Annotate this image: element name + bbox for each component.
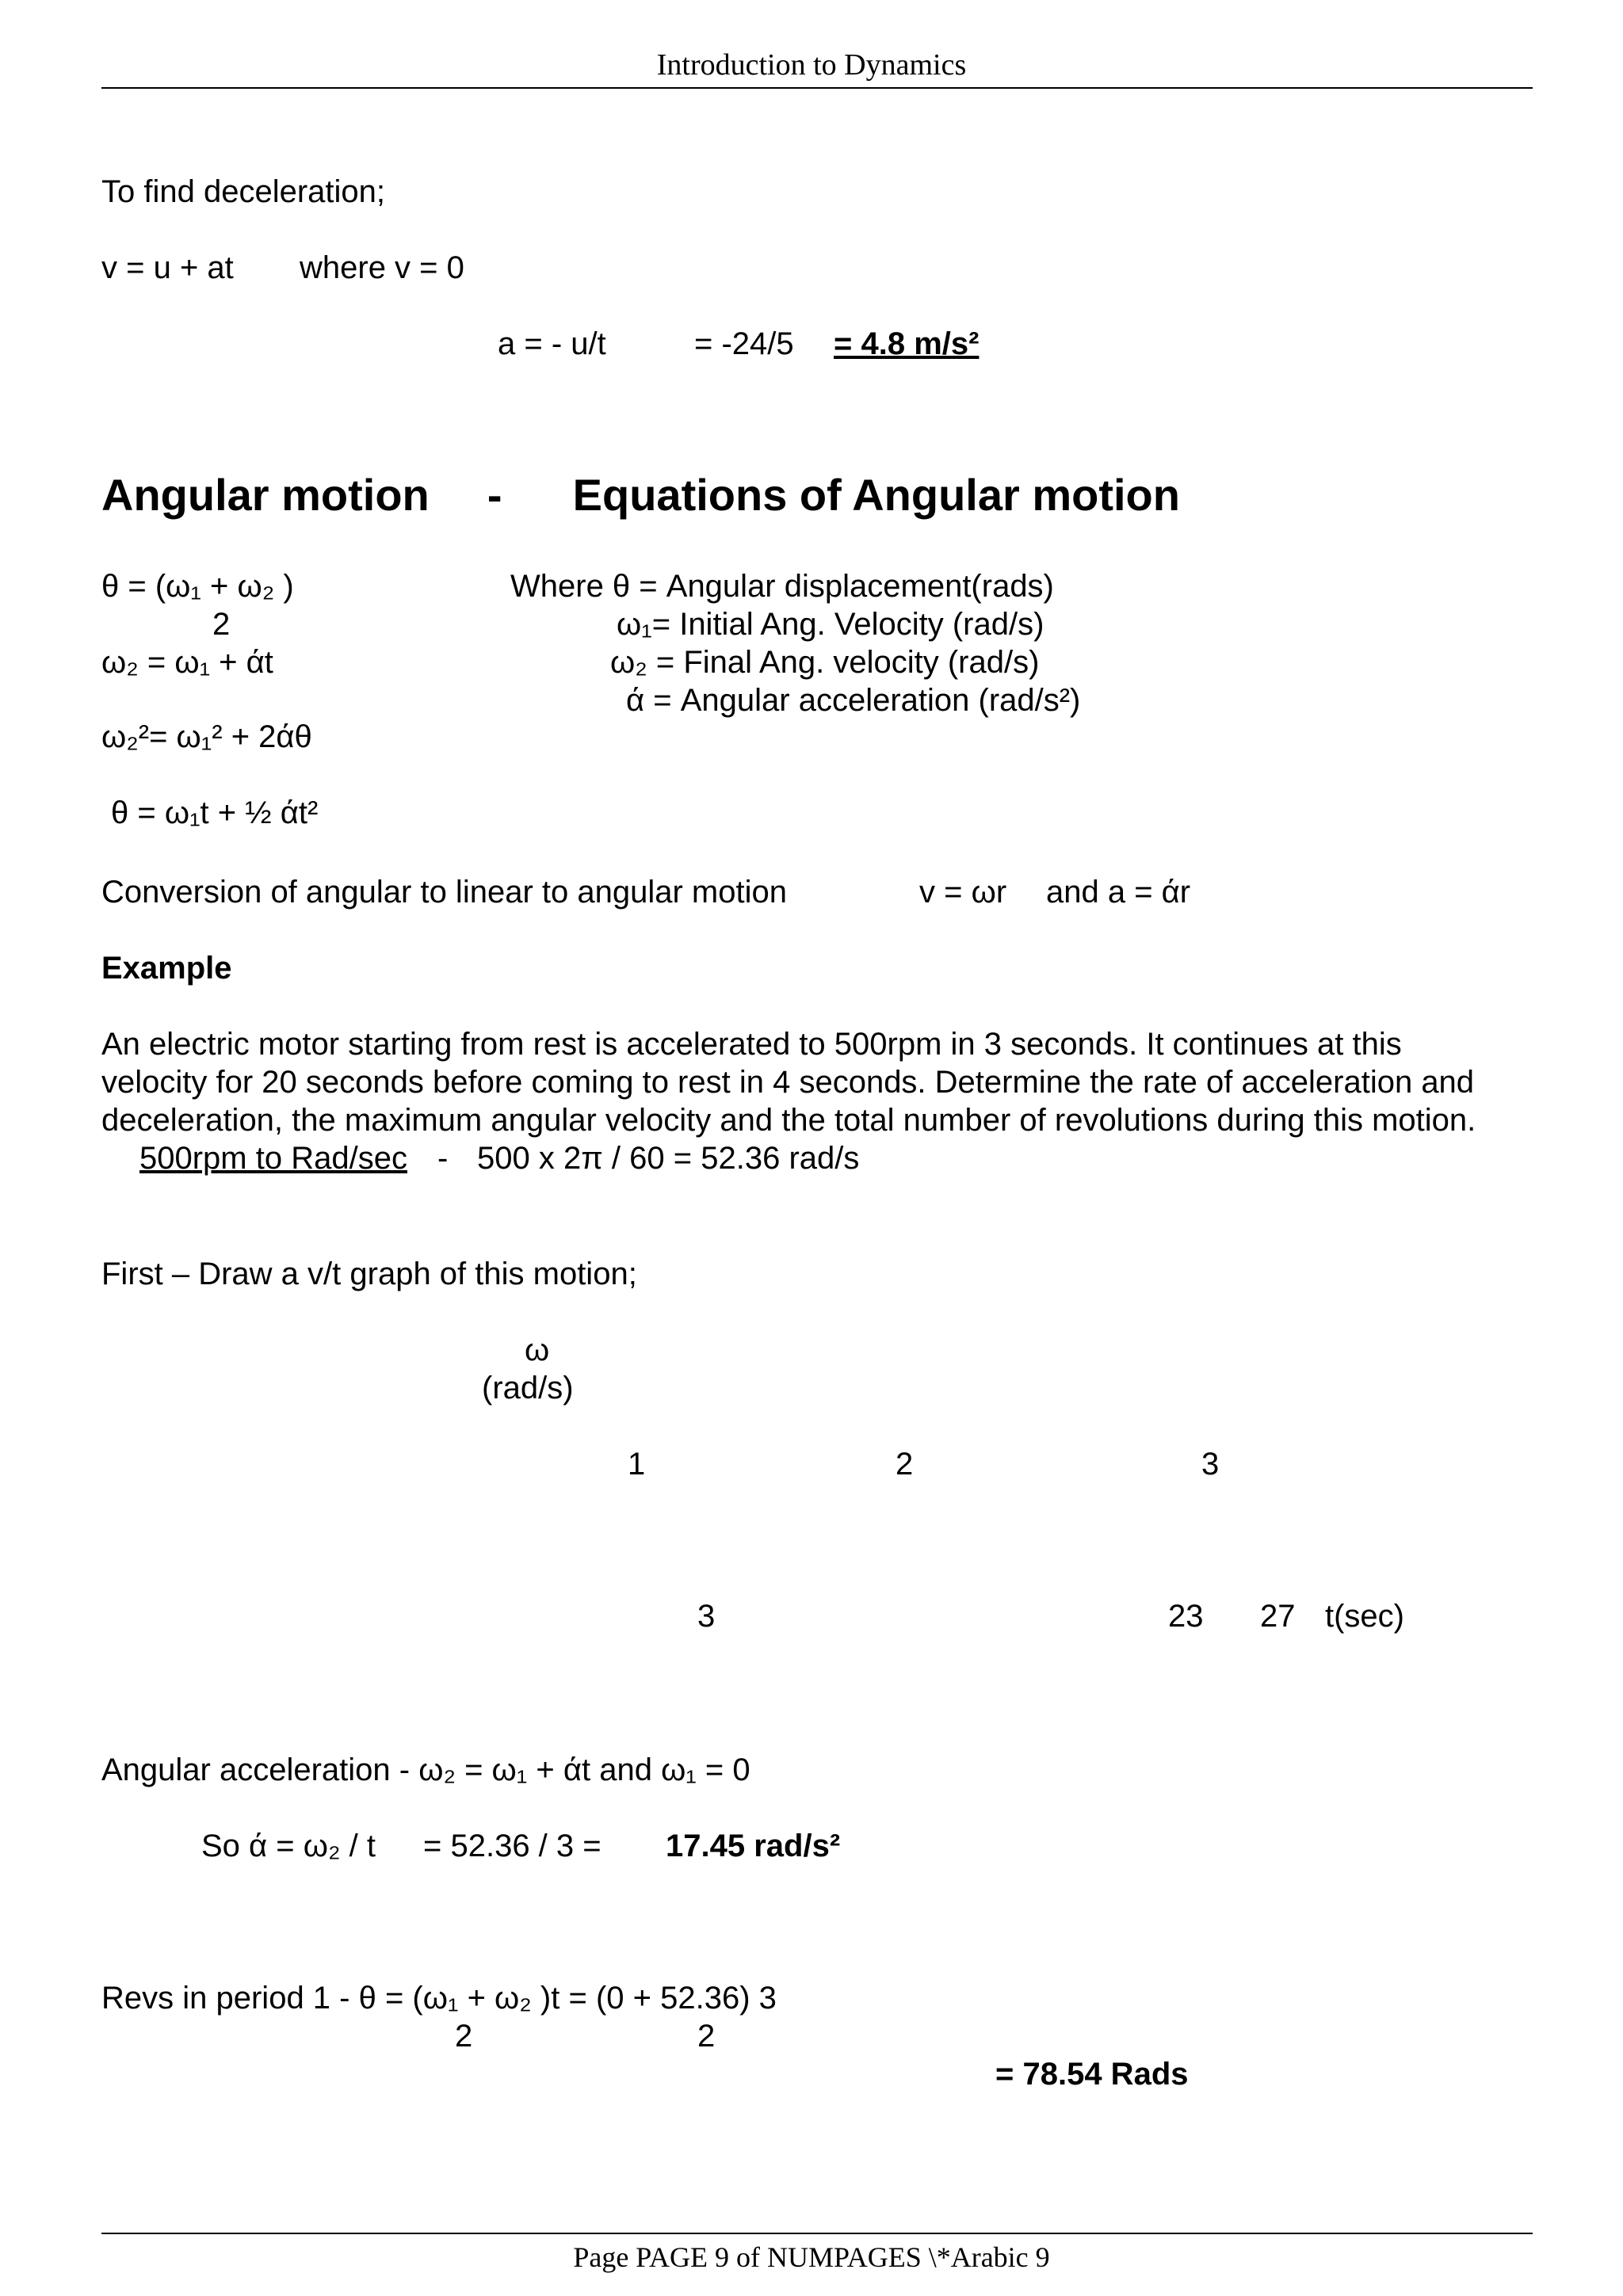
- revs-denominator: 2: [455, 2019, 473, 2054]
- header-rule: [101, 87, 1533, 89]
- graph-x-axis-label: t(sec): [1325, 1599, 1404, 1634]
- acceleration-calc: = 52.36 / 3 =: [423, 1829, 601, 1863]
- equation-theta-denominator: 2: [212, 607, 231, 642]
- revs-denominator: 2: [697, 2019, 716, 2054]
- page-header-title: Introduction to Dynamics: [656, 48, 967, 82]
- rpm-conversion-calc: 500 x 2π / 60 = 52.36 rad/s: [477, 1141, 860, 1176]
- page-footer: Page PAGE 9 of NUMPAGES \*Arabic 9: [573, 2241, 1050, 2273]
- equation-theta2: θ = ω₁t + ½ άt²: [111, 795, 319, 830]
- section-heading-left: Angular motion: [101, 470, 430, 520]
- graph-y-axis-unit: (rad/s): [482, 1371, 574, 1405]
- equation-velocity: v = u + at: [101, 250, 234, 285]
- definition-alpha: ά = Angular acceleration (rad/s²): [626, 683, 1081, 718]
- section-heading: [101, 469, 1180, 521]
- definition-omega1: ω₁= Initial Ang. Velocity (rad/s): [617, 607, 1044, 642]
- example-paragraph-line-1: An electric motor starting from rest is accelerated to 500rpm in 3 seconds. It continues at this: [101, 1027, 1402, 1062]
- section-heading-right: Equations of Angular motion: [572, 470, 1180, 520]
- conversion-text: Conversion of angular to linear to angular motion: [101, 875, 787, 910]
- intro-line: To find deceleration;: [101, 174, 386, 209]
- graph-x-tick: 27: [1260, 1599, 1296, 1634]
- conversion-velocity: v = ωr: [919, 875, 1007, 910]
- equation-omega2-squared: ω₂²= ω₁² + 2άθ: [101, 719, 312, 754]
- equation-theta: θ = (ω₁ + ω₂ ): [101, 569, 294, 604]
- equation-omega2: ω₂ = ω₁ + άt: [101, 645, 273, 680]
- acceleration-result: 17.45 rad/s²: [666, 1829, 841, 1863]
- example-paragraph-line-2: velocity for 20 seconds before coming to rest in 4 seconds. Determine the rate of acceleration and: [101, 1065, 1475, 1100]
- revs-result: = 78.54 Rads: [995, 2057, 1189, 2092]
- conversion-acceleration: and a = άr: [1046, 875, 1191, 910]
- rpm-conversion-label: 500rpm to Rad/sec: [139, 1141, 407, 1176]
- acceleration-so: So ά = ω₂ / t: [201, 1829, 376, 1863]
- example-paragraph-line-3: deceleration, the maximum angular velocity and the total number of revolutions during this motion.: [101, 1103, 1476, 1138]
- equation-deceleration: a = - u/t: [498, 326, 606, 361]
- definition-omega2: ω₂ = Final Ang. velocity (rad/s): [610, 645, 1040, 680]
- graph-x-tick: 23: [1168, 1599, 1204, 1634]
- revs-line: Revs in period 1 - θ = (ω₁ + ω₂ )t = (0 + 52.36) 3: [101, 1981, 777, 2016]
- graph-intro: First – Draw a v/t graph of this motion;: [101, 1257, 637, 1291]
- graph-y-axis-symbol: ω: [525, 1333, 550, 1367]
- section-heading-dash: -: [487, 470, 502, 520]
- deceleration-result: = 4.8 m/s²: [834, 326, 980, 361]
- example-label: Example: [101, 951, 232, 986]
- equation-condition: where v = 0: [300, 250, 464, 285]
- graph-period-label: 3: [1201, 1447, 1220, 1482]
- rpm-conversion-dash: -: [437, 1141, 449, 1176]
- acceleration-line: Angular acceleration - ω₂ = ω₁ + άt and ω₁ = 0: [101, 1753, 750, 1787]
- graph-period-label: 2: [896, 1447, 914, 1482]
- footer-rule: [101, 2233, 1533, 2234]
- graph-period-label: 1: [628, 1447, 646, 1482]
- definition-theta: Where θ = Angular displacement(rads): [510, 569, 1054, 604]
- graph-x-tick: 3: [697, 1599, 716, 1634]
- equation-deceleration-value: = -24/5: [694, 326, 794, 361]
